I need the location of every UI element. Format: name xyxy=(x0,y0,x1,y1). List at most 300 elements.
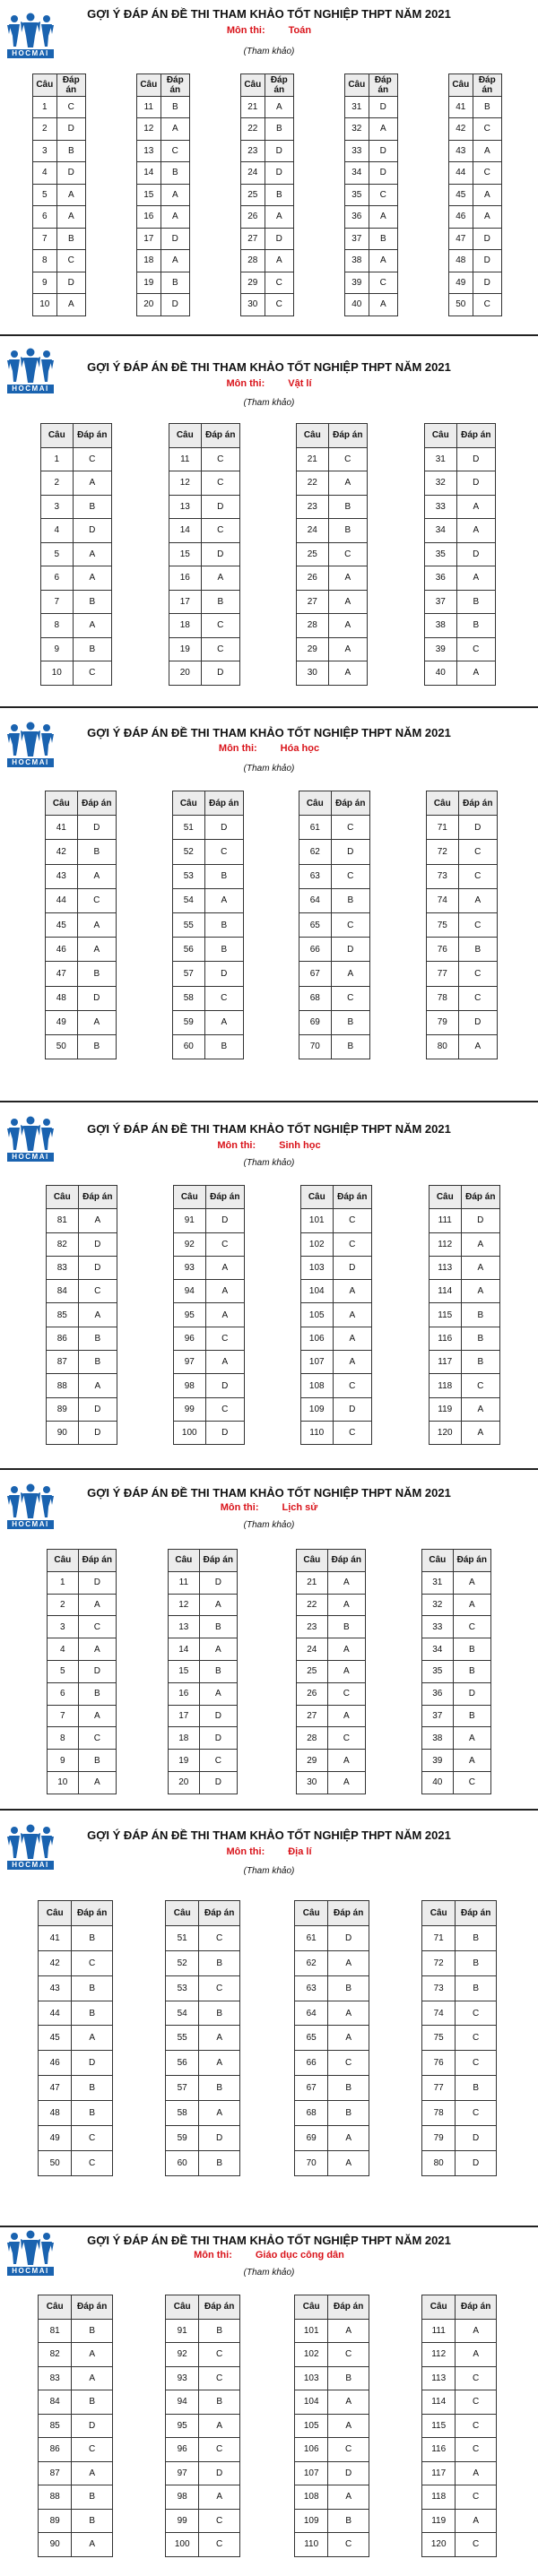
answer-cell: D xyxy=(56,272,85,294)
table-row xyxy=(430,1256,500,1279)
question-number: 114 xyxy=(422,2390,456,2415)
header-row xyxy=(430,1186,500,1209)
question-number: 59 xyxy=(173,1010,205,1034)
table-row xyxy=(422,2414,497,2438)
question-number: 8 xyxy=(41,614,74,638)
answer-cell: C xyxy=(56,96,85,118)
answer-cell: B xyxy=(199,1616,237,1638)
question-number: 40 xyxy=(422,1771,454,1794)
table-row xyxy=(46,962,117,986)
logo-wordmark: HOCMAI xyxy=(7,49,54,58)
question-number: 37 xyxy=(345,228,369,250)
answer-cell: A xyxy=(205,1280,244,1303)
question-number: 88 xyxy=(47,1374,79,1397)
answer-cell: D xyxy=(201,542,239,566)
question-number: 28 xyxy=(241,250,265,272)
table-row xyxy=(299,816,370,840)
question-number: 69 xyxy=(299,1010,332,1034)
answer-cell: B xyxy=(72,2076,113,2101)
answer-cell: C xyxy=(78,1280,117,1303)
question-number: 16 xyxy=(137,206,161,229)
question-number: 31 xyxy=(345,96,369,118)
answer-cell: B xyxy=(72,2001,113,2026)
answer-table xyxy=(172,791,244,1059)
answer-cell: A xyxy=(456,566,495,591)
answer-cell: A xyxy=(328,2485,369,2510)
answer-cell: A xyxy=(327,1571,365,1594)
table-row xyxy=(422,2509,497,2533)
answer-cell: B xyxy=(73,495,111,519)
table-row xyxy=(166,2150,240,2175)
answer-cell: A xyxy=(199,1638,237,1661)
answer-cell: C xyxy=(205,1232,244,1256)
answer-cell: D xyxy=(456,471,495,496)
answer-cell: A xyxy=(78,1303,117,1327)
question-number: 38 xyxy=(425,614,457,638)
answer-table xyxy=(173,1185,245,1445)
answer-cell: D xyxy=(201,495,239,519)
answer-table xyxy=(45,791,117,1059)
answer-cell: C xyxy=(199,2343,240,2367)
answer-cell: D xyxy=(265,140,293,162)
question-number: 43 xyxy=(449,140,473,162)
answer-cell: C xyxy=(199,1925,240,1950)
table-row xyxy=(47,1209,117,1232)
table-row xyxy=(301,1280,372,1303)
answer-cell: D xyxy=(369,96,397,118)
answer-cell: A xyxy=(328,590,367,614)
question-number: 23 xyxy=(297,1616,328,1638)
question-number: 29 xyxy=(297,637,329,661)
table-row xyxy=(173,816,244,840)
question-header: Câu xyxy=(169,424,202,448)
answer-cell: A xyxy=(473,140,501,162)
question-number: 107 xyxy=(295,2461,328,2485)
answer-cell: C xyxy=(456,2414,497,2438)
question-number: 119 xyxy=(422,2509,456,2533)
table-row xyxy=(427,840,498,864)
question-number: 18 xyxy=(137,250,161,272)
answer-cell: B xyxy=(78,1682,116,1705)
answer-header: Đáp án xyxy=(473,74,501,97)
question-header: Câu xyxy=(241,74,265,97)
answer-cell: B xyxy=(77,962,116,986)
question-number: 10 xyxy=(48,1771,79,1794)
answer-cell: D xyxy=(331,938,369,962)
table-row xyxy=(345,228,398,250)
subject-line xyxy=(0,743,538,754)
table-row xyxy=(241,272,294,294)
answer-cell: A xyxy=(204,888,243,912)
table-row xyxy=(422,1682,491,1705)
table-row xyxy=(425,471,496,496)
answer-cell: A xyxy=(327,1771,365,1794)
table-row xyxy=(39,1975,113,2001)
header-row xyxy=(166,1901,240,1926)
answer-table xyxy=(165,2295,240,2557)
table-row xyxy=(169,614,240,638)
table-row xyxy=(295,1950,369,1975)
answer-cell: D xyxy=(199,1705,237,1727)
answer-cell: C xyxy=(331,816,369,840)
table-row xyxy=(430,1232,500,1256)
answer-header: Đáp án xyxy=(201,424,239,448)
table-row xyxy=(47,1421,117,1444)
answer-cell: C xyxy=(473,294,501,316)
answer-cell: B xyxy=(453,1705,490,1727)
table-row xyxy=(422,1594,491,1616)
question-header: Câu xyxy=(295,2295,328,2320)
table-row xyxy=(241,162,294,185)
answer-cell: A xyxy=(201,566,239,591)
question-number: 17 xyxy=(169,590,202,614)
question-number: 27 xyxy=(241,228,265,250)
question-number: 33 xyxy=(422,1616,454,1638)
subject-name: Toán xyxy=(288,25,312,36)
answer-cell: B xyxy=(72,1925,113,1950)
table-row xyxy=(174,1209,245,1232)
question-number: 112 xyxy=(430,1232,462,1256)
answer-cell: B xyxy=(77,1034,116,1059)
question-number: 97 xyxy=(174,1351,206,1374)
answer-cell: A xyxy=(199,2051,240,2076)
table-row xyxy=(430,1209,500,1232)
answer-cell: D xyxy=(456,542,495,566)
table-row xyxy=(345,184,398,206)
answer-cell: B xyxy=(265,184,293,206)
answer-table xyxy=(136,73,190,316)
table-row xyxy=(241,184,294,206)
answer-cell: C xyxy=(72,2126,113,2151)
table-row xyxy=(33,206,86,229)
question-number: 20 xyxy=(169,661,202,686)
section-title: GỢI Ý ĐÁP ÁN ĐỀ THI THAM KHẢO TỐT NGHIỆP THPT NĂM 2021 xyxy=(87,2234,451,2247)
answer-cell: C xyxy=(199,1750,237,1772)
question-number: 63 xyxy=(299,864,332,888)
reference-note: (Tham khảo) xyxy=(243,1866,295,1876)
table-row xyxy=(137,184,190,206)
answer-cell: A xyxy=(72,2026,113,2051)
table-row xyxy=(166,1950,240,1975)
table-row xyxy=(299,1034,370,1059)
question-header: Câu xyxy=(425,424,457,448)
answer-cell: A xyxy=(72,2533,113,2557)
question-header: Câu xyxy=(169,1550,200,1572)
answer-cell: B xyxy=(328,2076,369,2101)
table-row xyxy=(449,162,502,185)
table-row xyxy=(169,1705,238,1727)
table-row xyxy=(422,1925,497,1950)
table-row xyxy=(297,1571,366,1594)
question-number: 87 xyxy=(47,1351,79,1374)
answer-cell: C xyxy=(458,962,497,986)
answer-table xyxy=(38,1900,113,2176)
table-row xyxy=(169,590,240,614)
answer-cell: A xyxy=(327,1660,365,1682)
reference-note: (Tham khảo) xyxy=(243,2268,295,2278)
header-row xyxy=(299,791,370,816)
answer-cell: B xyxy=(456,1950,497,1975)
table-row xyxy=(425,447,496,471)
answer-cell: B xyxy=(161,272,189,294)
table-row xyxy=(169,1660,238,1682)
answer-cell: D xyxy=(456,447,495,471)
question-number: 2 xyxy=(41,471,74,496)
question-number: 24 xyxy=(241,162,265,185)
answer-cell: A xyxy=(333,1351,371,1374)
answer-cell: B xyxy=(456,614,495,638)
answer-header: Đáp án xyxy=(328,424,367,448)
answer-cell: A xyxy=(161,250,189,272)
section-title: GỢI Ý ĐÁP ÁN ĐỀ THI THAM KHẢO TỐT NGHIỆP THPT NĂM 2021 xyxy=(87,360,451,374)
table-row xyxy=(47,1256,117,1279)
answer-header: Đáp án xyxy=(77,791,116,816)
answer-cell: C xyxy=(456,2101,497,2126)
table-row xyxy=(427,864,498,888)
answer-cell: B xyxy=(327,1616,365,1638)
table-row xyxy=(48,1727,117,1750)
table-row xyxy=(301,1421,372,1444)
answer-table xyxy=(421,2295,497,2557)
question-number: 105 xyxy=(295,2414,328,2438)
table-row xyxy=(449,118,502,141)
answer-header: Đáp án xyxy=(456,2295,497,2320)
subject-name: Vật lí xyxy=(288,378,312,389)
table-row xyxy=(48,1750,117,1772)
answer-cell: A xyxy=(77,938,116,962)
question-number: 104 xyxy=(295,2390,328,2415)
table-row xyxy=(46,864,117,888)
answer-cell: D xyxy=(73,519,111,543)
question-number: 85 xyxy=(47,1303,79,1327)
answer-table xyxy=(240,73,294,316)
answer-table xyxy=(424,423,496,686)
question-header: Câu xyxy=(427,791,459,816)
table-row xyxy=(295,2001,369,2026)
table-row xyxy=(297,614,368,638)
answer-cell: D xyxy=(199,2461,240,2485)
question-header: Câu xyxy=(422,1901,456,1926)
question-number: 84 xyxy=(47,1280,79,1303)
question-number: 72 xyxy=(422,1950,456,1975)
table-row xyxy=(47,1397,117,1421)
question-number: 108 xyxy=(301,1374,334,1397)
question-number: 7 xyxy=(41,590,74,614)
table-row xyxy=(295,2366,369,2390)
answer-cell: D xyxy=(199,1727,237,1750)
answer-cell: A xyxy=(265,250,293,272)
answer-cell: D xyxy=(161,228,189,250)
answer-cell: C xyxy=(333,1232,371,1256)
answer-cell: A xyxy=(333,1280,371,1303)
answer-table xyxy=(421,1900,497,2176)
question-number: 52 xyxy=(173,840,205,864)
table-row xyxy=(295,2051,369,2076)
table-row xyxy=(33,294,86,316)
question-number: 63 xyxy=(295,1975,328,2001)
table-row xyxy=(39,2076,113,2101)
question-number: 13 xyxy=(169,1616,200,1638)
table-row xyxy=(173,1034,244,1059)
answer-cell: C xyxy=(369,184,397,206)
question-number: 29 xyxy=(297,1750,328,1772)
answer-cell: B xyxy=(78,1750,116,1772)
answer-cell: A xyxy=(328,566,367,591)
table-row xyxy=(430,1421,500,1444)
table-row xyxy=(295,1925,369,1950)
table-row xyxy=(169,1771,238,1794)
table-row xyxy=(169,495,240,519)
table-row xyxy=(41,471,112,496)
question-number: 32 xyxy=(345,118,369,141)
answer-cell: C xyxy=(369,272,397,294)
question-header: Câu xyxy=(430,1186,462,1209)
question-number: 115 xyxy=(422,2414,456,2438)
question-number: 100 xyxy=(166,2533,199,2557)
question-number: 66 xyxy=(299,938,332,962)
question-number: 25 xyxy=(297,1660,328,1682)
table-row xyxy=(422,1660,491,1682)
table-row xyxy=(48,1594,117,1616)
question-number: 14 xyxy=(137,162,161,185)
question-number: 73 xyxy=(422,1975,456,2001)
table-row xyxy=(137,272,190,294)
question-number: 43 xyxy=(39,1975,72,2001)
table-row xyxy=(39,2001,113,2026)
section-divider xyxy=(0,1468,538,1470)
table-row xyxy=(430,1303,500,1327)
answer-cell: B xyxy=(369,228,397,250)
table-row xyxy=(39,2101,113,2126)
answer-cell: D xyxy=(473,250,501,272)
table-row xyxy=(137,96,190,118)
answer-cell: A xyxy=(328,471,367,496)
table-row xyxy=(39,2414,113,2438)
answer-cell: A xyxy=(205,1351,244,1374)
table-row xyxy=(41,637,112,661)
answer-cell: C xyxy=(265,272,293,294)
answer-table xyxy=(168,1549,238,1794)
table-row xyxy=(41,519,112,543)
question-number: 17 xyxy=(169,1705,200,1727)
table-row xyxy=(345,206,398,229)
table-row xyxy=(295,1975,369,2001)
question-number: 10 xyxy=(41,661,74,686)
table-row xyxy=(449,206,502,229)
question-number: 93 xyxy=(166,2366,199,2390)
answer-cell: B xyxy=(456,590,495,614)
question-number: 81 xyxy=(39,2319,72,2343)
answer-cell: C xyxy=(333,1421,371,1444)
table-row xyxy=(47,1351,117,1374)
header-row xyxy=(169,1550,238,1572)
question-number: 109 xyxy=(301,1397,334,1421)
answer-header: Đáp án xyxy=(333,1186,371,1209)
table-row xyxy=(427,938,498,962)
question-number: 40 xyxy=(345,294,369,316)
answer-cell: D xyxy=(265,162,293,185)
question-number: 71 xyxy=(427,816,459,840)
table-row xyxy=(297,637,368,661)
question-number: 67 xyxy=(295,2076,328,2101)
answer-cell: C xyxy=(328,447,367,471)
answer-header: Đáp án xyxy=(72,1901,113,1926)
table-row xyxy=(299,912,370,937)
table-row xyxy=(430,1397,500,1421)
answer-cell: B xyxy=(72,2509,113,2533)
answer-cell: B xyxy=(204,938,243,962)
table-row xyxy=(173,962,244,986)
answer-table xyxy=(448,73,502,316)
answer-cell: B xyxy=(161,162,189,185)
answer-cell: B xyxy=(473,96,501,118)
question-number: 83 xyxy=(47,1256,79,1279)
table-row xyxy=(422,2076,497,2101)
question-number: 50 xyxy=(46,1034,78,1059)
answer-cell: A xyxy=(77,1010,116,1034)
subject-line xyxy=(0,378,538,389)
answer-cell: A xyxy=(456,519,495,543)
answer-header: Đáp án xyxy=(265,74,293,97)
question-number: 36 xyxy=(425,566,457,591)
answer-cell: C xyxy=(453,1771,490,1794)
answer-header: Đáp án xyxy=(78,1550,116,1572)
table-row xyxy=(137,250,190,272)
answer-cell: A xyxy=(56,206,85,229)
question-number: 87 xyxy=(39,2461,72,2485)
table-row xyxy=(422,1950,497,1975)
question-number: 17 xyxy=(137,228,161,250)
table-row xyxy=(47,1232,117,1256)
question-number: 82 xyxy=(47,1232,79,1256)
question-number: 92 xyxy=(166,2343,199,2367)
answer-table xyxy=(165,1900,240,2176)
answer-cell: D xyxy=(333,1397,371,1421)
question-number: 80 xyxy=(427,1034,459,1059)
table-row xyxy=(425,519,496,543)
question-number: 3 xyxy=(33,140,57,162)
answer-cell: B xyxy=(78,1351,117,1374)
table-row xyxy=(169,637,240,661)
subject-label: Môn thi: xyxy=(194,2250,232,2260)
answer-cell: D xyxy=(72,2051,113,2076)
header-row xyxy=(422,2295,497,2320)
table-row xyxy=(297,1771,366,1794)
table-row xyxy=(241,294,294,316)
table-row xyxy=(297,1660,366,1682)
answer-table xyxy=(429,1185,500,1445)
subject-label: Môn thi: xyxy=(218,743,257,754)
table-row xyxy=(33,162,86,185)
table-row xyxy=(297,1750,366,1772)
table-row xyxy=(295,2533,369,2557)
section-divider xyxy=(0,334,538,336)
table-row xyxy=(297,1616,366,1638)
question-number: 58 xyxy=(173,986,205,1010)
answer-cell: C xyxy=(265,294,293,316)
answer-cell: D xyxy=(461,1209,499,1232)
question-number: 93 xyxy=(174,1256,206,1279)
answer-cell: C xyxy=(56,250,85,272)
table-row xyxy=(425,614,496,638)
question-number: 19 xyxy=(137,272,161,294)
table-row xyxy=(295,2485,369,2510)
answer-cell: B xyxy=(328,519,367,543)
question-number: 94 xyxy=(174,1280,206,1303)
header-row xyxy=(422,1550,491,1572)
header-row xyxy=(33,74,86,97)
question-number: 89 xyxy=(47,1397,79,1421)
